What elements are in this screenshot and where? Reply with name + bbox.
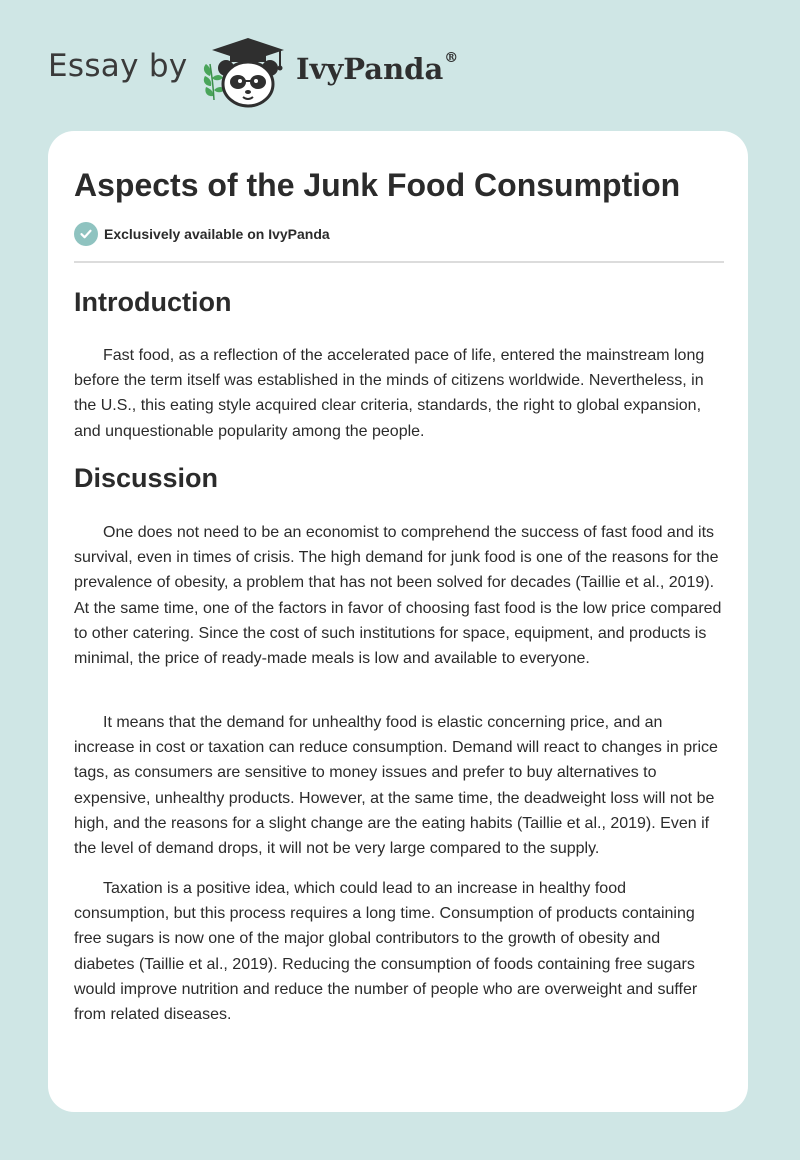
section-heading-introduction: Introduction	[74, 287, 232, 317]
exclusive-badge	[74, 222, 330, 246]
paragraph-introduction: Fast food, as a reflection of the accelerated pace of life, entered the mainstream long before the term itself was established in the minds of citizens worldwide. Nevertheless, in the U.S., this eating style acquired clear criteria, standards, the right to global expansion, and unquestionable popularity among the people.	[74, 347, 705, 440]
brand-logo[interactable]	[296, 52, 458, 86]
check-icon	[74, 222, 98, 246]
paragraph-discussion-1: One does not need to be an economist to comprehend the success of fast food and its survival, even in times of crisis. The high demand for junk food is one of the reasons for the prevalence of obesity, a problem that has not been solved for decades (Taillie et al., 2019). At the same time, one of the factors in favor of choosing fast food is the low price compared to other catering. Since the cost of such institutions for space, equipment, and products is minimal, the price of ready-made meals is low and available to everyone.	[74, 524, 722, 668]
essay-by-label: Essay by	[48, 48, 188, 84]
section-heading-discussion: Discussion	[74, 463, 219, 493]
divider	[74, 261, 724, 263]
essay-title: Aspects of the Junk Food Consumption	[74, 167, 681, 203]
site-header	[0, 0, 800, 120]
essay-card	[48, 131, 748, 1112]
badge-label: Exclusively available on IvyPanda	[104, 226, 330, 242]
registered-mark: ®	[444, 50, 459, 66]
panda-graduate-icon[interactable]	[200, 34, 296, 110]
brand-name: IvyPanda	[296, 52, 444, 86]
paragraph-discussion-3: Taxation is a positive idea, which could lead to an increase in healthy food consumption, but this process requires a long time. Consumption of products containing free sugars is now one of the major global contributors to the growth of obesity and diabetes (Taillie et al., 2019). Reducing the consumption of foods containing free sugars would improve nutrition and reduce the number of people who are overweight and suffer from related diseases.	[74, 880, 698, 1024]
paragraph-discussion-2: It means that the demand for unhealthy food is elastic concerning price, and an increase in cost or taxation can reduce consumption. Demand will react to changes in price tags, as consumers are sensitive to money issues and prefer to buy alternatives to expensive, unhealthy products. However, at the same time, the deadweight loss will not be high, and the reasons for a slight change are the eating habits (Taillie et al., 2019). Even if the level of demand drops, it will not be very large compared to the supply.	[74, 714, 718, 858]
